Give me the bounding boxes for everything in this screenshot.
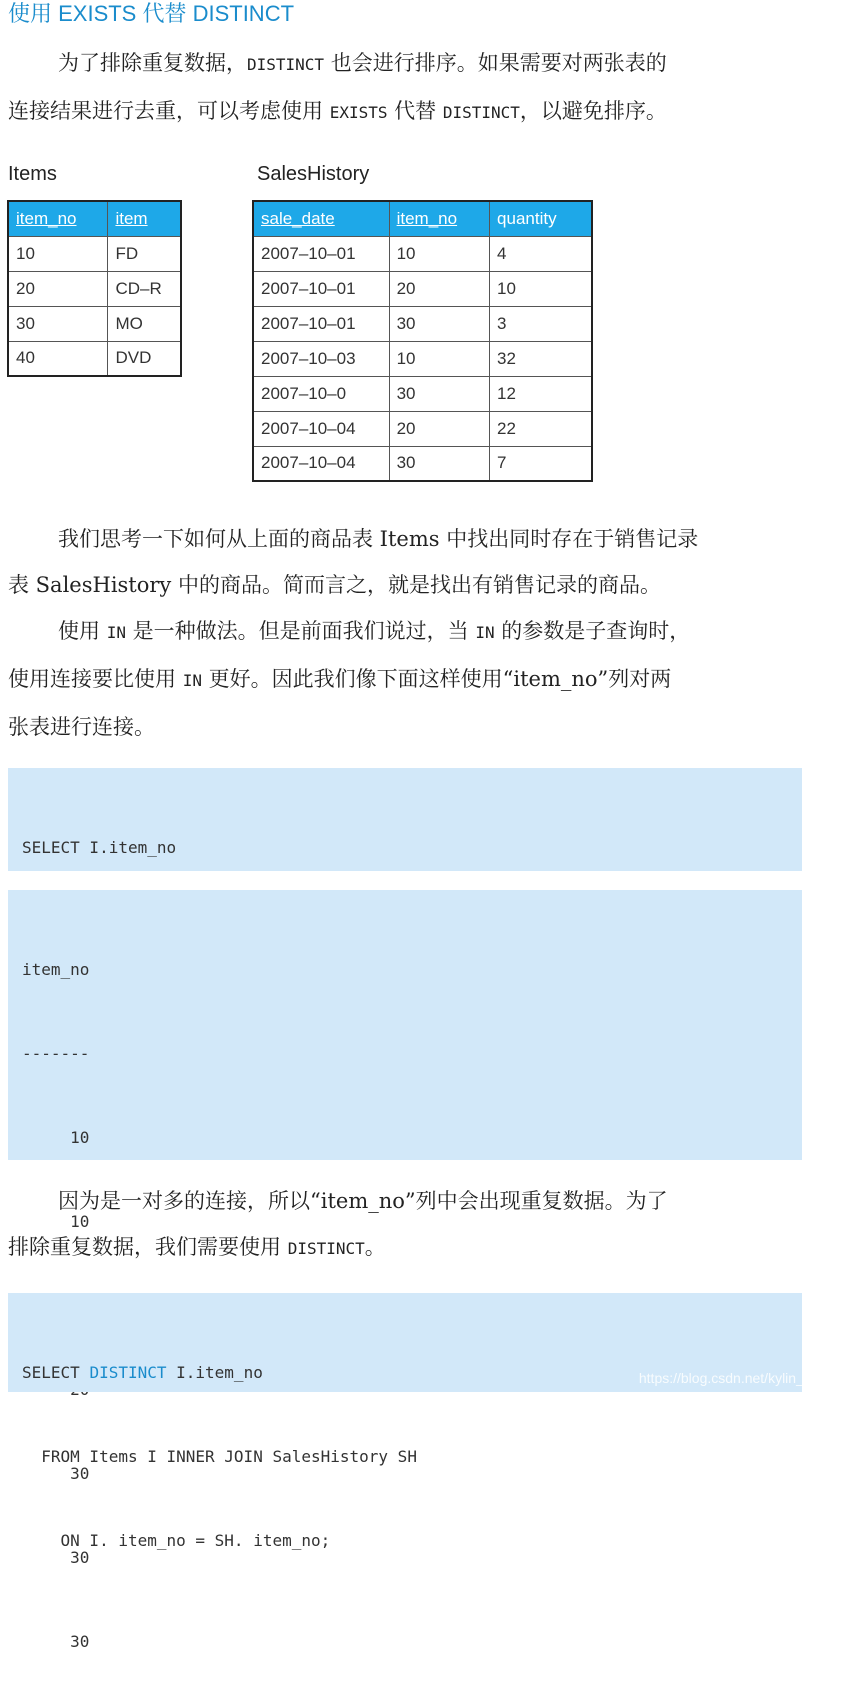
items-table — [7, 200, 182, 377]
keyword: EXISTS — [329, 103, 388, 122]
table-cell: 2007–10–03 — [253, 341, 389, 376]
table-cell: 2007–10–0 — [253, 376, 389, 411]
table-cell: 3 — [490, 306, 592, 341]
table-cell: 32 — [490, 341, 592, 376]
table-row — [253, 306, 592, 341]
sales-history-table — [252, 200, 593, 482]
table-cell: 30 — [389, 306, 489, 341]
text: ，以避免排序。 — [519, 99, 667, 123]
table-cell: MO — [108, 306, 181, 341]
items-table-caption: Items — [8, 163, 57, 185]
table-cell: 20 — [389, 271, 489, 306]
intro-line-2 — [8, 88, 808, 136]
code-keyword: DISTINCT — [89, 1363, 167, 1382]
code-line: ON I. item_no = SH. item_no; — [22, 1531, 331, 1550]
items-header-row — [8, 201, 181, 236]
keyword: IN — [106, 623, 126, 642]
sales-table-caption: SalesHistory — [257, 163, 370, 185]
text: 。 — [364, 1235, 386, 1259]
column-header: sale_date — [253, 201, 389, 236]
paragraph-4-line-2 — [8, 1224, 808, 1272]
result-row: 30 — [22, 1548, 90, 1567]
table-row — [8, 306, 181, 341]
table-cell: 30 — [8, 306, 108, 341]
paragraph-4-line-1: 因为是一对多的连接，所以“item_no”列中会出现重复数据。为了 — [58, 1189, 668, 1213]
table-cell: 7 — [490, 446, 592, 481]
code-text: I.item_no — [166, 1363, 263, 1382]
sql-code-block-1 — [8, 768, 802, 871]
keyword: IN — [182, 671, 202, 690]
intro-line-1 — [8, 40, 808, 88]
table-cell: FD — [108, 236, 181, 271]
table-cell: 2007–10–01 — [253, 306, 389, 341]
table-cell: 40 — [8, 341, 108, 376]
table-row — [253, 236, 592, 271]
table-row — [253, 446, 592, 481]
code-line: FROM Items I INNER JOIN SalesHistory SH — [22, 1447, 417, 1466]
text: 连接结果进行去重，可以考虑使用 — [8, 99, 330, 123]
table-cell: 4 — [490, 236, 592, 271]
table-row — [8, 341, 181, 376]
paragraph-3 — [8, 608, 808, 750]
table-cell: DVD — [108, 341, 181, 376]
paragraph-4 — [8, 1178, 808, 1272]
column-header: quantity — [490, 201, 592, 236]
text: 更好。因此我们像下面这样使用“item_no”列对两 — [201, 667, 672, 691]
paragraph-2 — [8, 516, 808, 608]
result-divider: ------- — [22, 1044, 90, 1063]
result-row: 10 — [22, 1128, 90, 1147]
text: 排除重复数据，我们需要使用 — [8, 1235, 288, 1259]
table-cell: 20 — [389, 411, 489, 446]
keyword: IN — [475, 623, 495, 642]
column-header: item — [108, 201, 181, 236]
text: 代替 — [387, 99, 443, 123]
table-row — [8, 236, 181, 271]
intro-paragraph — [8, 40, 808, 136]
code-text: SELECT — [22, 1363, 90, 1382]
keyword: DISTINCT — [287, 1239, 365, 1258]
table-cell: 10 — [389, 341, 489, 376]
table-cell: 10 — [490, 271, 592, 306]
table-cell: 20 — [8, 271, 108, 306]
result-header: item_no — [22, 960, 90, 979]
table-cell: 2007–10–04 — [253, 411, 389, 446]
paragraph-3-line-3: 张表进行连接。 — [8, 715, 155, 739]
table-cell: 2007–10–01 — [253, 271, 389, 306]
text: 是一种做法。但是前面我们说过，当 — [125, 619, 476, 643]
table-cell: 30 — [389, 446, 489, 481]
column-header: item_no — [389, 201, 489, 236]
table-cell: 2007–10–01 — [253, 236, 389, 271]
table-cell: CD–R — [108, 271, 181, 306]
table-row — [8, 271, 181, 306]
text: 使用连接要比使用 — [8, 667, 183, 691]
paragraph-2-line-2: 表 SalesHistory 中的商品。简而言之，就是找出有销售记录的商品。 — [8, 573, 661, 597]
paragraph-2-line-1: 我们思考一下如何从上面的商品表 Items 中找出同时存在于销售记录 — [58, 527, 699, 551]
table-cell: 12 — [490, 376, 592, 411]
table-row — [253, 271, 592, 306]
paragraph-3-line-1 — [8, 608, 808, 656]
text: 的参数是子查询时， — [494, 619, 691, 643]
table-cell: 30 — [389, 376, 489, 411]
text: 为了排除重复数据， — [58, 51, 247, 75]
table-cell: 10 — [8, 236, 108, 271]
column-header: item_no — [8, 201, 108, 236]
result-row: 30 — [22, 1464, 90, 1483]
table-cell: 10 — [389, 236, 489, 271]
table-row — [253, 341, 592, 376]
keyword: DISTINCT — [247, 55, 325, 74]
table-row — [253, 376, 592, 411]
table-cell: 2007–10–04 — [253, 446, 389, 481]
code-line: SELECT I.item_no — [22, 838, 177, 857]
result-row: 10 — [22, 1212, 90, 1231]
paragraph-3-line-2 — [8, 656, 808, 704]
text: 使用 — [58, 619, 107, 643]
result-row: 30 — [22, 1632, 90, 1651]
section-title: 使用 EXISTS 代替 DISTINCT — [8, 1, 295, 26]
text: 也会进行排序。如果需要对两张表的 — [324, 51, 667, 75]
table-row — [253, 411, 592, 446]
keyword: DISTINCT — [442, 103, 520, 122]
table-cell: 22 — [490, 411, 592, 446]
watermark: https://blog.csdn.net/kylin_learn — [638, 1370, 835, 1386]
sales-header-row — [253, 201, 592, 236]
